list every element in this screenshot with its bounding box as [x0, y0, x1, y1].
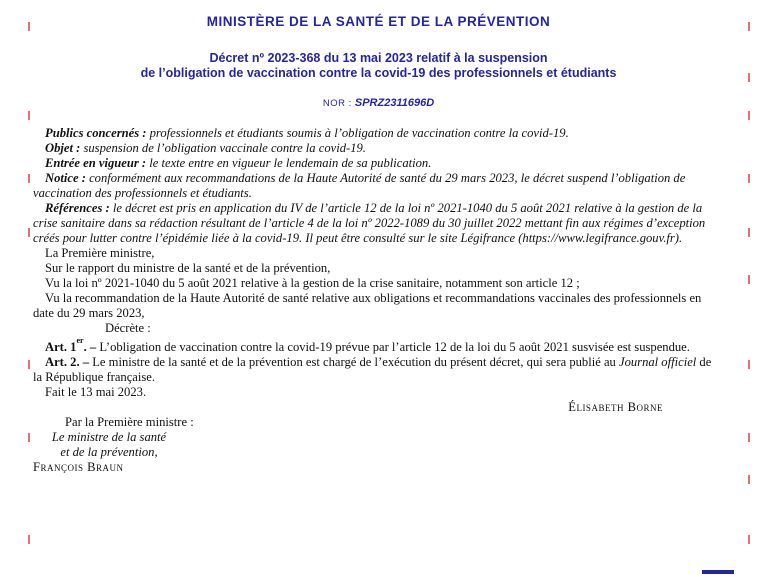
notice-objet-text: suspension de l’obligation vaccinale contre la covid-19. — [80, 141, 366, 155]
crop-mark-right — [748, 111, 750, 120]
notice-objet — [33, 141, 723, 156]
article-2-text-before: Le ministre de la santé et de la prévention est chargé de l’exécution du présent décret, qui sera publié au — [92, 355, 619, 370]
article-1-num: Art. 1 — [45, 340, 77, 355]
nor-code: SPRZ2311696D — [354, 97, 435, 109]
decree-page — [0, 14, 757, 577]
notice-publics-label: Publics concernés : — [45, 126, 147, 140]
crop-mark-right — [748, 535, 750, 544]
crop-mark-right — [748, 174, 750, 183]
notice-references-text: le décret est pris en application du IV de l’article 12 de la loi nº 2021-1040 du 5 août 2021 relative à la gestion de la crise sanitaire dans sa rédaction résultant de l’article 4 de la loi nº 2022-1089 du 30 juillet 2022 mettant fin aux régimes d’exception créés pour lutter contre l’épidémie liée à la covid-19. Il peut être consulté sur le site Légifrance (https://www.legifrance.gouv.fr). — [33, 201, 706, 245]
article-2-num: Art. 2 — [45, 355, 77, 370]
notice-objet-label: Objet : — [45, 141, 81, 155]
article-2-number — [45, 355, 92, 369]
crop-mark-right — [748, 228, 750, 237]
notice-entree-label: Entrée en vigueur : — [45, 156, 147, 170]
para-rapport: Sur le rapport du ministre de la santé et de la prévention, — [45, 261, 331, 275]
crop-mark-right — [748, 22, 750, 31]
para-decrete: Décrète : — [105, 321, 151, 335]
footer-blue-mark — [702, 570, 734, 574]
crop-mark-left — [28, 22, 30, 31]
crop-mark-right — [748, 360, 750, 369]
crop-mark-left — [28, 228, 30, 237]
decree-title-line2: de l’obligation de vaccination contre la covid-19 des professionnels et étudiants — [140, 66, 617, 80]
article-1-text: L’obligation de vaccination contre la covid-19 prévue par l’article 12 de la loi du 5 août 2021 susvisée est suspendue. — [99, 340, 690, 355]
ministry-title: MINISTÈRE DE LA SANTÉ ET DE LA PRÉVENTION — [206, 14, 551, 29]
notice-notice-label: Notice : — [45, 171, 86, 185]
crop-mark-left — [28, 433, 30, 442]
notice-references-label: Références : — [45, 201, 110, 215]
notice-publics-concernes — [33, 126, 723, 141]
crop-mark-right — [748, 275, 750, 284]
nor-label: NOR : — [322, 98, 355, 109]
article-2 — [33, 355, 723, 385]
para-par-premiere-ministre: Par la Première ministre : — [65, 415, 194, 430]
notice-notice-text: conformément aux recommandations de la Haute Autorité de santé du 29 mars 2023, le décret suspend l’obligation de vaccination des professionnels et étudiants. — [33, 171, 686, 200]
signature-minister: François Braun — [33, 460, 124, 475]
article-1-sup: er — [76, 336, 84, 345]
para-vu-loi: Vu la loi nº 2021-1040 du 5 août 2021 relative à la gestion de la crise sanitaire, notamment son article 12 ; — [45, 276, 580, 290]
para-vu-recommandation: Vu la recommandation de la Haute Autorité de santé relative aux obligations et recommandations vaccinales des professionnels en date du 29 mars 2023, — [33, 291, 702, 320]
decree-body — [0, 126, 757, 475]
article-2-journal-officiel: Journal officiel — [618, 355, 697, 370]
notice-entree-text: le texte entre en vigueur le lendemain de sa publication. — [146, 156, 432, 170]
nor-line — [0, 93, 757, 111]
article-1-number — [45, 336, 100, 355]
crop-mark-left — [28, 174, 30, 183]
crop-mark-left — [28, 535, 30, 544]
minister-title — [33, 430, 185, 460]
crop-mark-right — [748, 73, 750, 82]
article-1 — [33, 336, 723, 355]
notice-publics-text: professionnels et étudiants soumis à l’obligation de vaccination contre la covid-19. — [146, 126, 569, 140]
article-2-text-after: de la République française. — [33, 355, 712, 385]
signature-prime-minister: Élisabeth Borne — [568, 400, 663, 415]
decree-title — [0, 51, 757, 81]
notice-notice — [33, 171, 723, 201]
minister-title-line1: Le ministre de la santé — [51, 430, 167, 445]
crop-mark-left — [28, 360, 30, 369]
notice-references — [33, 201, 723, 246]
para-premiere-ministre: La Première ministre, — [45, 246, 155, 260]
decree-title-line1: Décret nº 2023-368 du 13 mai 2023 relatif à la suspension — [209, 51, 548, 65]
article-2-dash: . – — [76, 355, 93, 370]
crop-mark-right — [748, 433, 750, 442]
crop-mark-left — [28, 111, 30, 120]
minister-title-line2: et de la prévention, — [60, 445, 158, 460]
article-1-dash: . – — [83, 340, 100, 355]
para-fait-le: Fait le 13 mai 2023. — [45, 385, 147, 400]
crop-mark-right — [748, 475, 750, 484]
notice-entree-en-vigueur — [33, 156, 723, 171]
